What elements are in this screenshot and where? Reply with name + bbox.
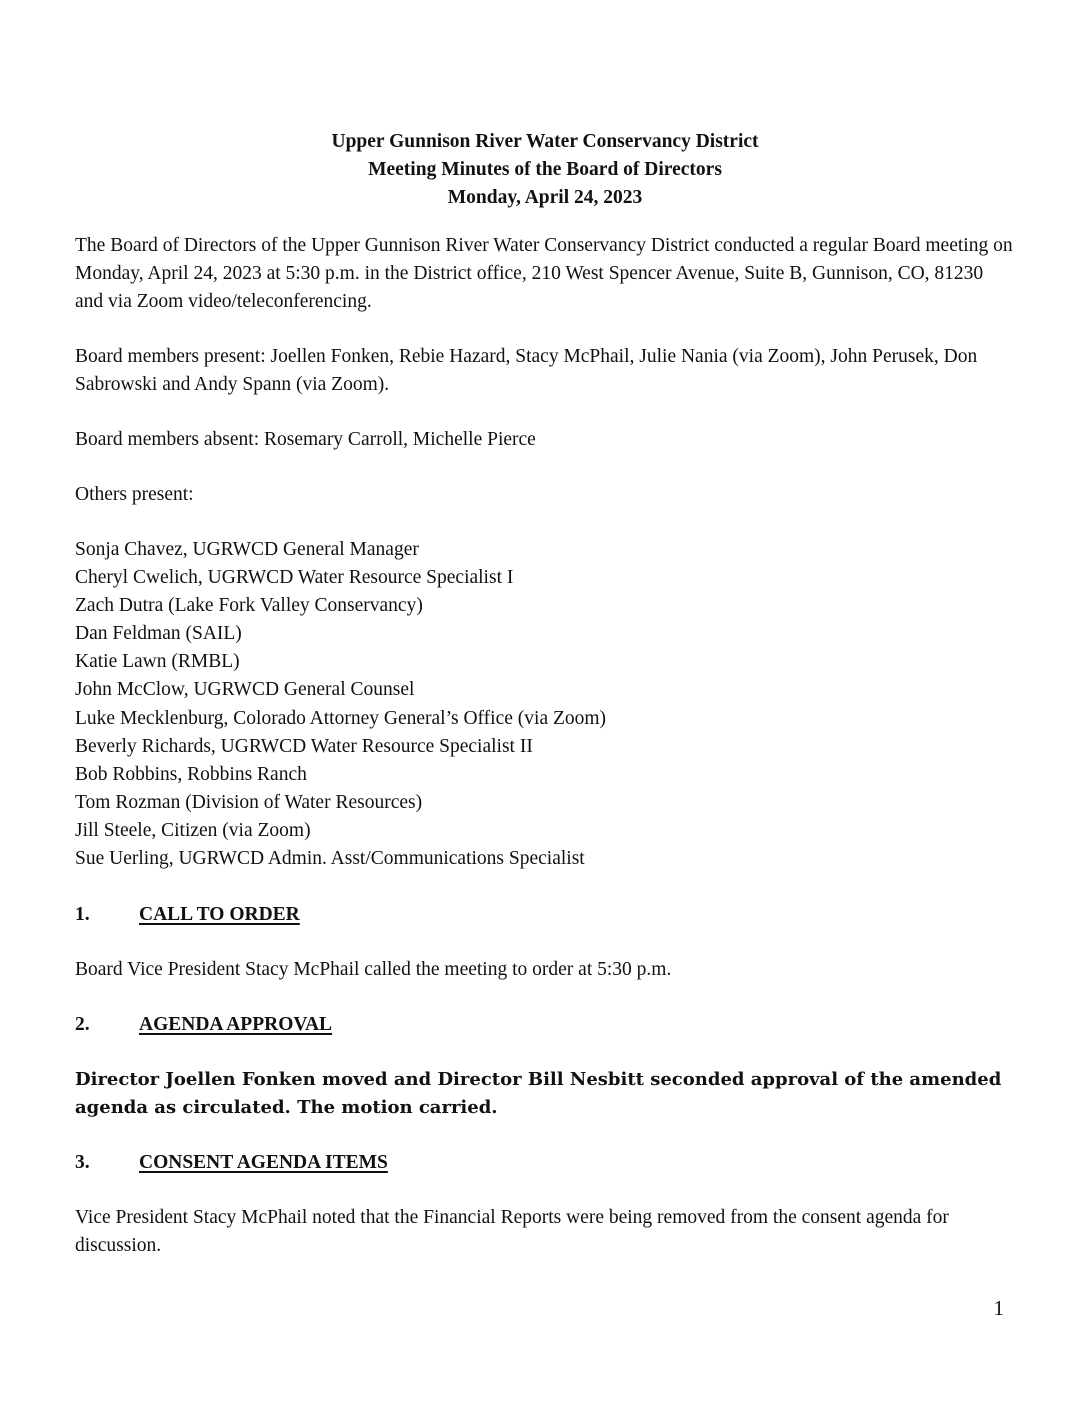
attendee-item: Sonja Chavez, UGRWCD General Manager bbox=[75, 539, 419, 560]
section-heading-agenda-approval bbox=[75, 1011, 1015, 1039]
intro-paragraph: The Board of Directors of the Upper Gunnison River Water Conservancy District conducted a regular Board meeting on Monday, April 24, 2023 at 5:30 p.m. in the District office, 210 West Spencer Avenue, Suite B, Gunnison, CO, 81230 and via Zoom video/teleconferencing. bbox=[75, 235, 1013, 312]
agenda-motion-text: Director Joellen Fonken moved and Director Bill Nesbitt seconded approval of the amended agenda as circulated. The motion carried. bbox=[75, 1069, 1002, 1119]
section-number: 1. bbox=[75, 904, 90, 926]
attendee-item: Zach Dutra (Lake Fork Valley Conservancy) bbox=[75, 595, 423, 617]
attendee-item: Cheryl Cwelich, UGRWCD Water Resource Specialist I bbox=[75, 567, 514, 589]
section-title: AGENDA APPROVAL bbox=[139, 1014, 333, 1036]
section-number: 2. bbox=[75, 1014, 90, 1036]
attendee-item: Katie Lawn (RMBL) bbox=[75, 651, 240, 673]
call-to-order-text: Board Vice President Stacy McPhail called the meeting to order at 5:30 p.m. bbox=[75, 959, 672, 981]
section-number: 3. bbox=[75, 1152, 90, 1174]
section-heading-consent-agenda bbox=[75, 1149, 1015, 1177]
minutes-page bbox=[75, 128, 1015, 1260]
attendee-item: Sue Uerling, UGRWCD Admin. Asst/Communications Specialist bbox=[75, 848, 585, 870]
document-title: Meeting Minutes of the Board of Directors bbox=[368, 159, 722, 180]
section-heading-call-to-order bbox=[75, 901, 1015, 929]
attendee-item: Dan Feldman (SAIL) bbox=[75, 623, 242, 645]
attendee-item: John McClow, UGRWCD General Counsel bbox=[75, 679, 415, 701]
attendee-item: Beverly Richards, UGRWCD Water Resource Specialist II bbox=[75, 735, 533, 757]
attendee-item: Bob Robbins, Robbins Ranch bbox=[75, 763, 307, 785]
attendee-item: Luke Mecklenburg, Colorado Attorney General’s Office (via Zoom) bbox=[75, 707, 607, 729]
section-title: CONSENT AGENDA ITEMS bbox=[139, 1152, 388, 1174]
members-absent: Board members absent: Rosemary Carroll, Michelle Pierce bbox=[75, 429, 536, 450]
attendee-list bbox=[75, 536, 1015, 873]
members-present: Board members present: Joellen Fonken, Rebie Hazard, Stacy McPhail, Julie Nania (via Zoom), John Perusek, Don Sabrowski and Andy Spann (via Zoom). bbox=[75, 346, 978, 395]
consent-agenda-text: Vice President Stacy McPhail noted that the Financial Reports were being removed from the consent agenda for discussion. bbox=[75, 1207, 949, 1257]
attendee-item: Tom Rozman (Division of Water Resources) bbox=[75, 791, 423, 813]
document-header bbox=[75, 128, 1015, 212]
district-name: Upper Gunnison River Water Conservancy District bbox=[331, 131, 759, 152]
page-number: 1 bbox=[993, 1296, 1004, 1320]
meeting-date: Monday, April 24, 2023 bbox=[447, 187, 643, 208]
section-title: CALL TO ORDER bbox=[139, 904, 300, 926]
attendee-item: Jill Steele, Citizen (via Zoom) bbox=[75, 819, 311, 841]
others-present-label: Others present: bbox=[75, 484, 194, 505]
